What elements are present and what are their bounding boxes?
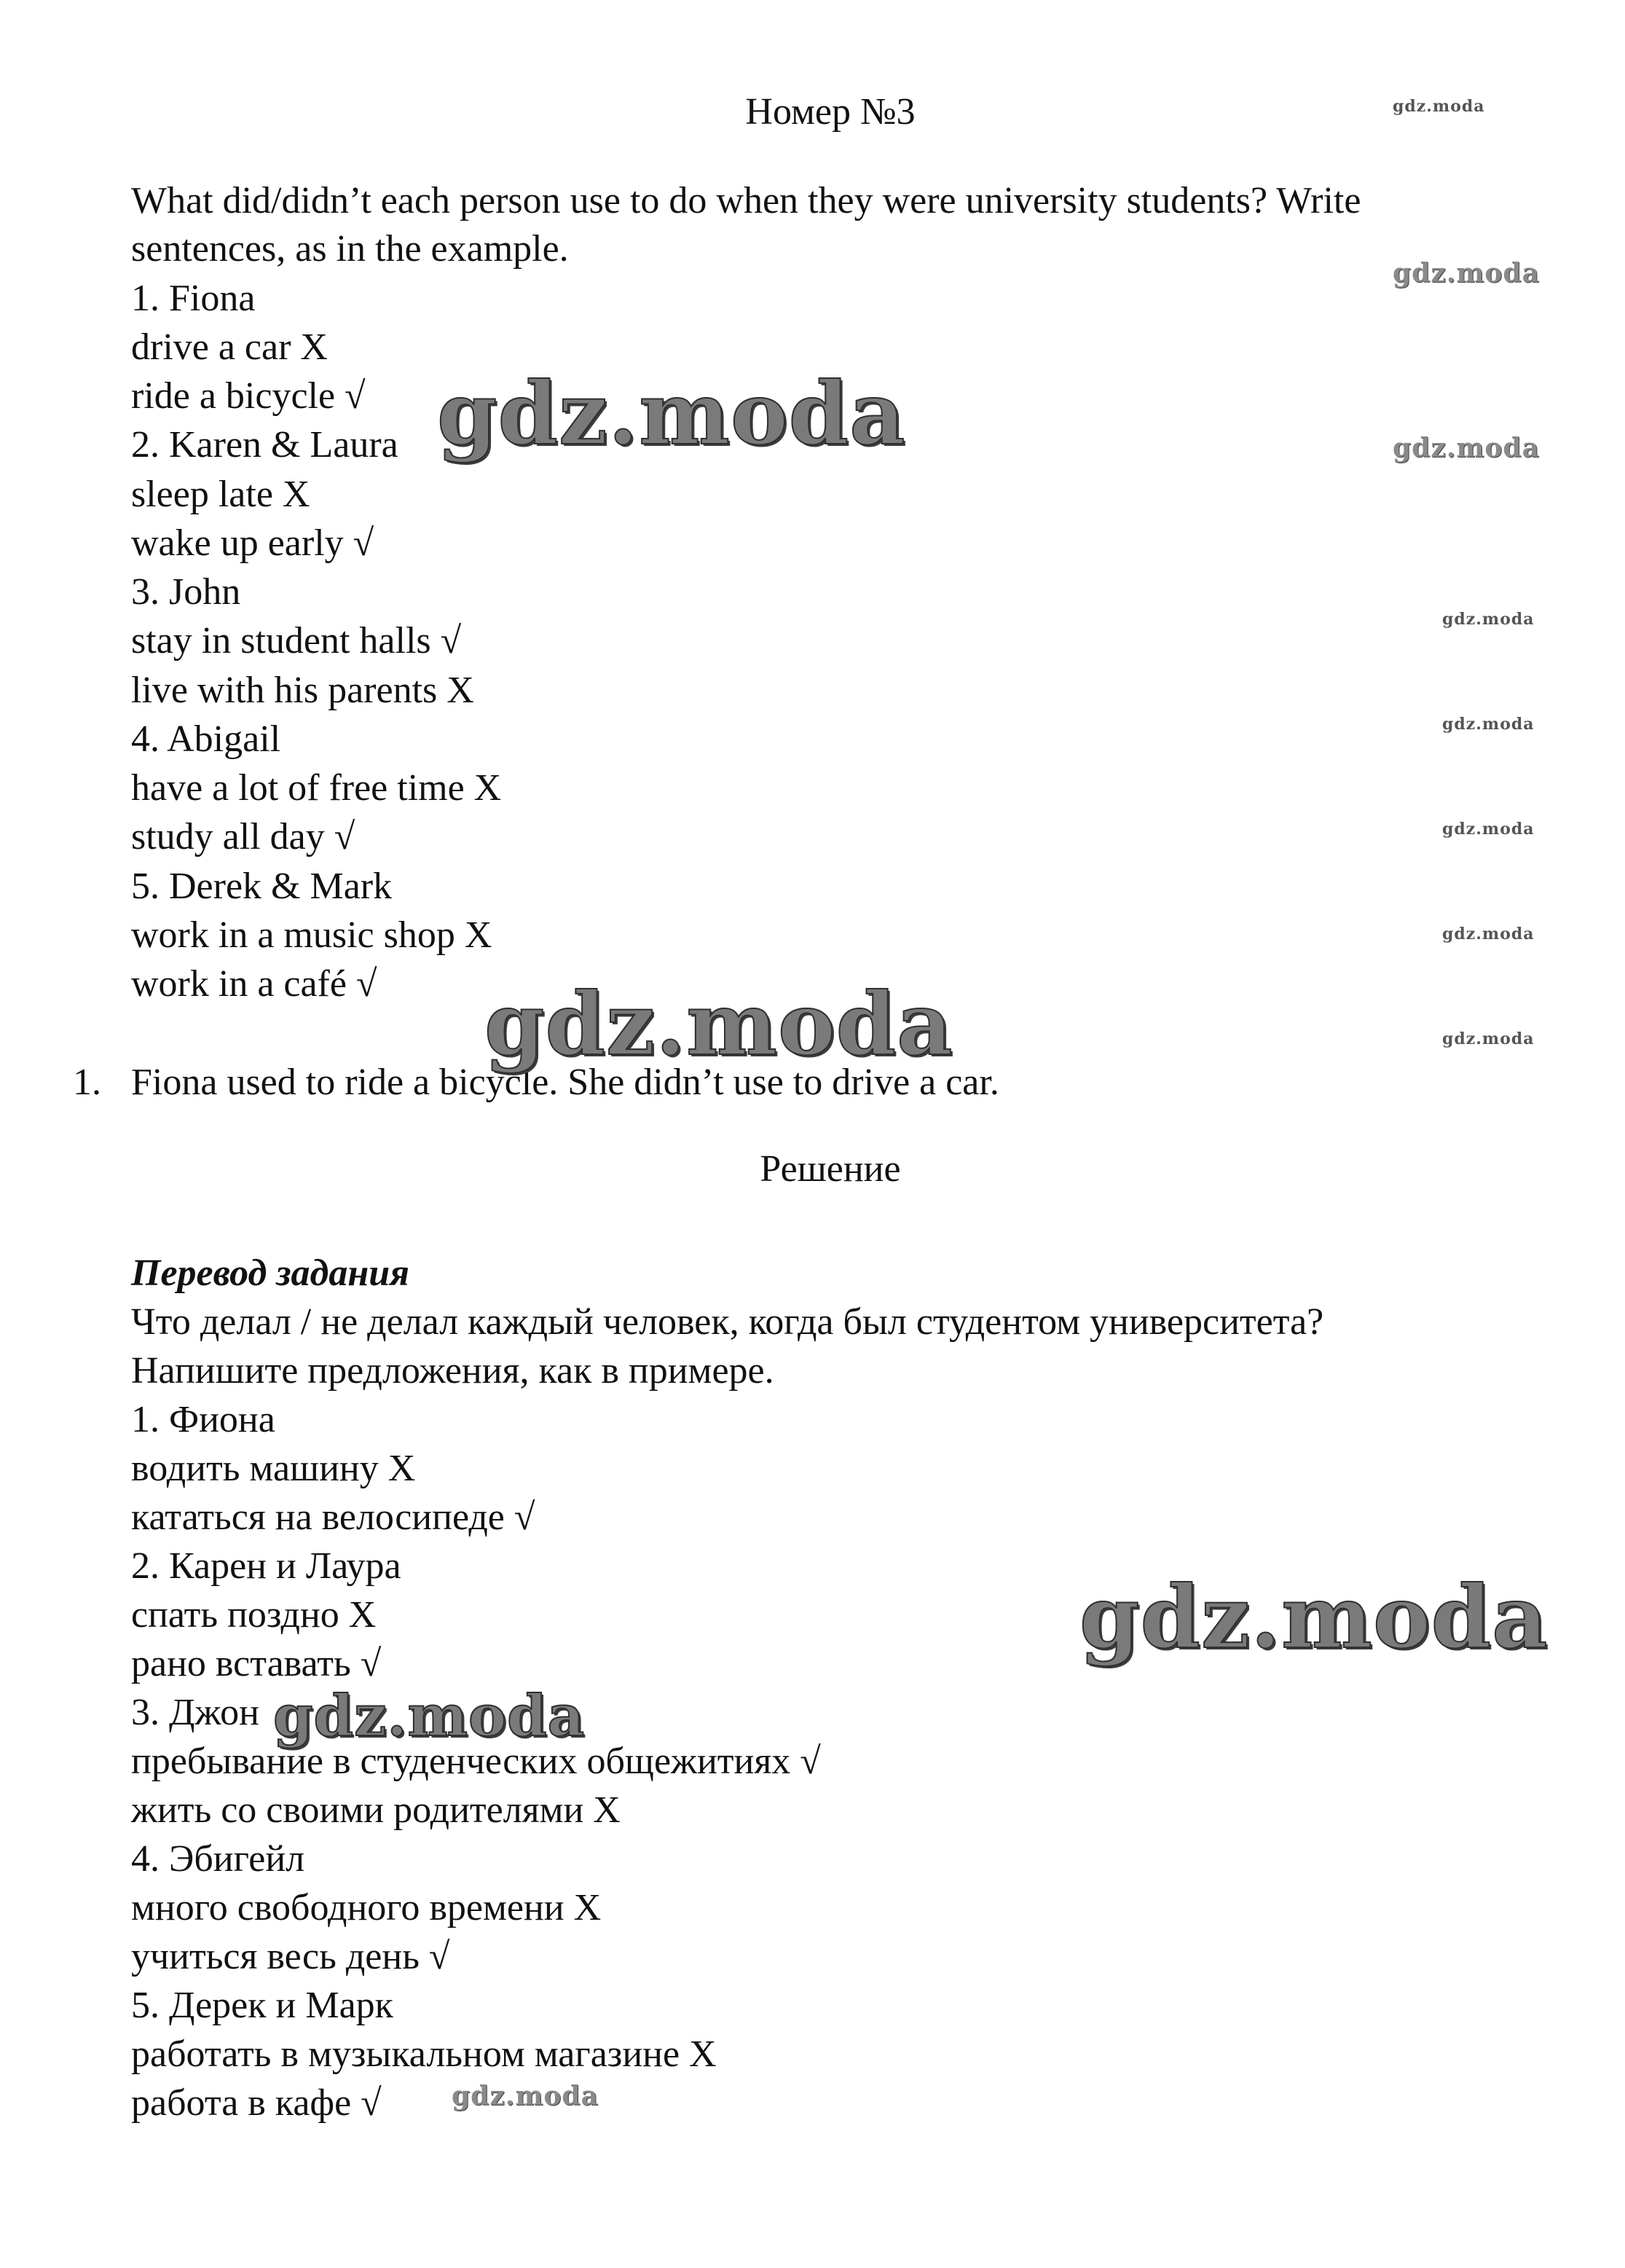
task-item: wake up early √ [131, 522, 374, 564]
translation-line-2: Напишите предложения, как в примере. [131, 1350, 774, 1392]
watermark: gdz.moda [273, 1683, 586, 1749]
task-item: drive a car X [131, 326, 328, 368]
watermark: gdz.moda [1442, 610, 1535, 629]
task-item: sleep late X [131, 474, 310, 515]
task-intro-line-1: What did/didn’t each person use to do when they were university students? Write [131, 180, 1361, 221]
translation-item: рано вставать √ [131, 1643, 382, 1684]
translation-item: 2. Карен и Лаура [131, 1545, 401, 1587]
task-item: live with his parents X [131, 670, 474, 711]
translation-item: кататься на велосипеде √ [131, 1496, 535, 1538]
watermark: gdz.moda [1442, 925, 1535, 943]
watermark: gdz.moda [1442, 715, 1535, 734]
watermark: gdz.moda [452, 2081, 599, 2111]
task-item: 2. Karen & Laura [131, 424, 398, 466]
task-item: have a lot of free time X [131, 767, 502, 809]
task-item: 4. Abigail [131, 718, 281, 760]
translation-item: учиться весь день √ [131, 1936, 450, 1977]
watermark: gdz.moda [1393, 433, 1540, 463]
solution-heading: Решение [760, 1148, 901, 1190]
translation-item: пребывание в студенческих общежитиях √ [131, 1741, 821, 1782]
translation-item: жить со своими родителями X [131, 1789, 621, 1831]
translation-item: работать в музыкальном магазине X [131, 2033, 717, 2075]
translation-item: много свободного времени X [131, 1887, 602, 1928]
watermark: gdz.moda [1393, 97, 1485, 116]
translation-line-1: Что делал / не делал каждый человек, когда был студентом университета? [131, 1301, 1324, 1343]
watermark: gdz.moda [1079, 1566, 1549, 1668]
example-sentence: Fiona used to ride a bicycle. She didn’t use to drive a car. [131, 1062, 999, 1103]
task-intro-line-2: sentences, as in the example. [131, 228, 569, 270]
page-title: Номер №3 [745, 91, 916, 133]
task-item: ride a bicycle √ [131, 375, 366, 417]
task-item: work in a music shop X [131, 914, 492, 956]
watermark: gdz.moda [437, 363, 906, 464]
translation-item: 4. Эбигейл [131, 1838, 305, 1880]
watermark: gdz.moda [1442, 820, 1535, 839]
translation-item: 3. Джон [131, 1692, 259, 1733]
watermark: gdz.moda [1442, 1029, 1535, 1048]
task-item: 5. Derek & Mark [131, 866, 393, 907]
watermark: gdz.moda [1393, 258, 1540, 289]
task-item: 1. Fiona [131, 278, 256, 319]
example-number: 1. [73, 1062, 101, 1103]
translation-item: спать поздно X [131, 1594, 377, 1636]
task-item: 3. John [131, 571, 241, 613]
task-item: stay in student halls √ [131, 620, 462, 662]
translation-item: 5. Дерек и Марк [131, 1985, 393, 2026]
task-item: study all day √ [131, 816, 355, 858]
translation-item: водить машину X [131, 1448, 416, 1489]
translation-item: 1. Фиона [131, 1399, 275, 1440]
translation-title: Перевод задания [131, 1252, 409, 1294]
task-item: work in a café √ [131, 963, 377, 1005]
watermark: gdz.moda [484, 973, 953, 1075]
translation-item: работа в кафе √ [131, 2082, 382, 2124]
